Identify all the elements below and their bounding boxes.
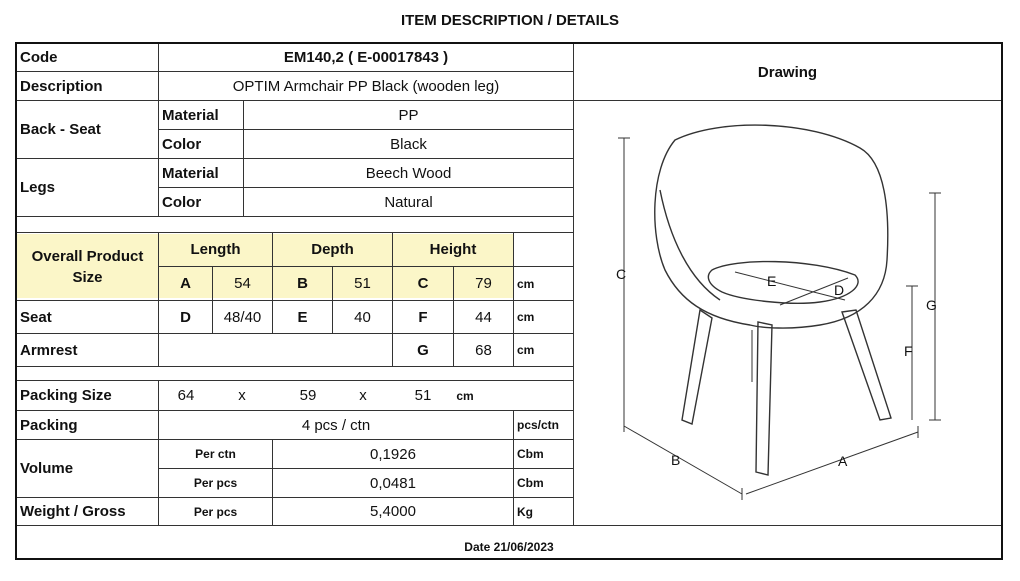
dim-g-value: 68 [475, 341, 492, 359]
code-value: EM140,2 ( E-00017843 ) [283, 49, 449, 66]
seat-label: Seat [20, 308, 52, 326]
depth-header: Depth [311, 241, 354, 258]
dim-label-g: G [926, 297, 937, 313]
description-value: OPTIM Armchair PP Black (wooden leg) [232, 77, 500, 95]
packing-size-length: 64 [177, 387, 195, 404]
dim-b-letter: B [297, 275, 308, 292]
code-label: Code [20, 49, 58, 66]
overall-unit: cm [517, 276, 535, 291]
packing-size-label: Packing Size [20, 387, 112, 404]
dim-a-letter: A [180, 275, 191, 292]
weight-value: 5,4000 [370, 503, 416, 520]
volume-per-pcs-value: 0,0481 [370, 474, 416, 492]
length-header: Length [190, 241, 241, 258]
dim-b-value: 51 [354, 275, 371, 292]
description-label: Description [20, 77, 103, 95]
legs-material-label: Material [162, 164, 219, 182]
packing-size-height: 51 [414, 387, 432, 404]
weight-per-pcs-label: Per pcs [193, 504, 238, 519]
armrest-label: Armrest [20, 341, 78, 359]
overall-size-label: Overall Product Size [31, 247, 144, 286]
seat-unit: cm [517, 310, 535, 324]
dim-label-f: F [904, 343, 913, 359]
dim-label-a: A [838, 453, 848, 469]
packing-size-x1: x [238, 387, 246, 404]
drawing-label: Drawing [757, 63, 818, 81]
volume-per-ctn-unit: Cbm [517, 447, 544, 461]
dim-label-d: D [834, 282, 845, 298]
volume-label: Volume [20, 460, 74, 477]
back-seat-material-label: Material [162, 106, 219, 124]
weight-label: Weight / Gross [20, 503, 126, 520]
armrest-unit: cm [517, 343, 535, 357]
dim-label-c: C [616, 266, 627, 282]
legs-material-value: Beech Wood [365, 164, 452, 182]
chair-leg-front-right [842, 310, 891, 420]
weight-unit: Kg [517, 504, 533, 519]
back-seat-label: Back - Seat [20, 121, 101, 138]
dim-c-value: 79 [475, 275, 492, 292]
packing-value: 4 pcs / ctn [301, 416, 371, 434]
packing-label: Packing [20, 416, 78, 434]
dim-g-letter: G [417, 341, 429, 359]
dim-c-letter: C [417, 275, 429, 292]
height-header: Height [429, 241, 477, 258]
volume-per-ctn-value: 0,1926 [370, 445, 416, 463]
back-seat-color-value: Black [390, 135, 427, 153]
legs-label: Legs [20, 179, 56, 196]
dim-d-value: 48/40 [223, 308, 262, 326]
packing-unit: pcs/ctn [517, 418, 560, 432]
packing-size-x2: x [359, 387, 367, 404]
legs-color-label: Color [162, 193, 202, 211]
volume-per-ctn-label: Per ctn [195, 447, 236, 461]
dim-f-letter: F [418, 308, 428, 326]
packing-size-unit: cm [456, 388, 474, 403]
back-seat-color-label: Color [162, 135, 202, 153]
chair-leg-front-left [682, 310, 712, 424]
page-title: ITEM DESCRIPTION / DETAILS [400, 12, 620, 29]
date-footer: Date 21/06/2023 [464, 539, 554, 554]
legs-color-value: Natural [384, 193, 433, 211]
chair-shell [655, 125, 888, 328]
dim-d-letter: D [180, 308, 191, 326]
dim-a-value: 54 [234, 275, 251, 292]
dim-label-b: B [671, 452, 681, 468]
packing-size-width: 59 [299, 387, 317, 404]
dim-f-value: 44 [475, 308, 492, 326]
volume-per-pcs-unit: Cbm [517, 476, 544, 490]
chair-leg-rear [756, 322, 772, 475]
dim-label-e: E [767, 273, 777, 289]
volume-per-pcs-label: Per pcs [193, 476, 238, 490]
back-seat-material-value: PP [398, 106, 419, 124]
dim-e-value: 40 [354, 308, 371, 326]
dim-e-letter: E [297, 308, 308, 326]
